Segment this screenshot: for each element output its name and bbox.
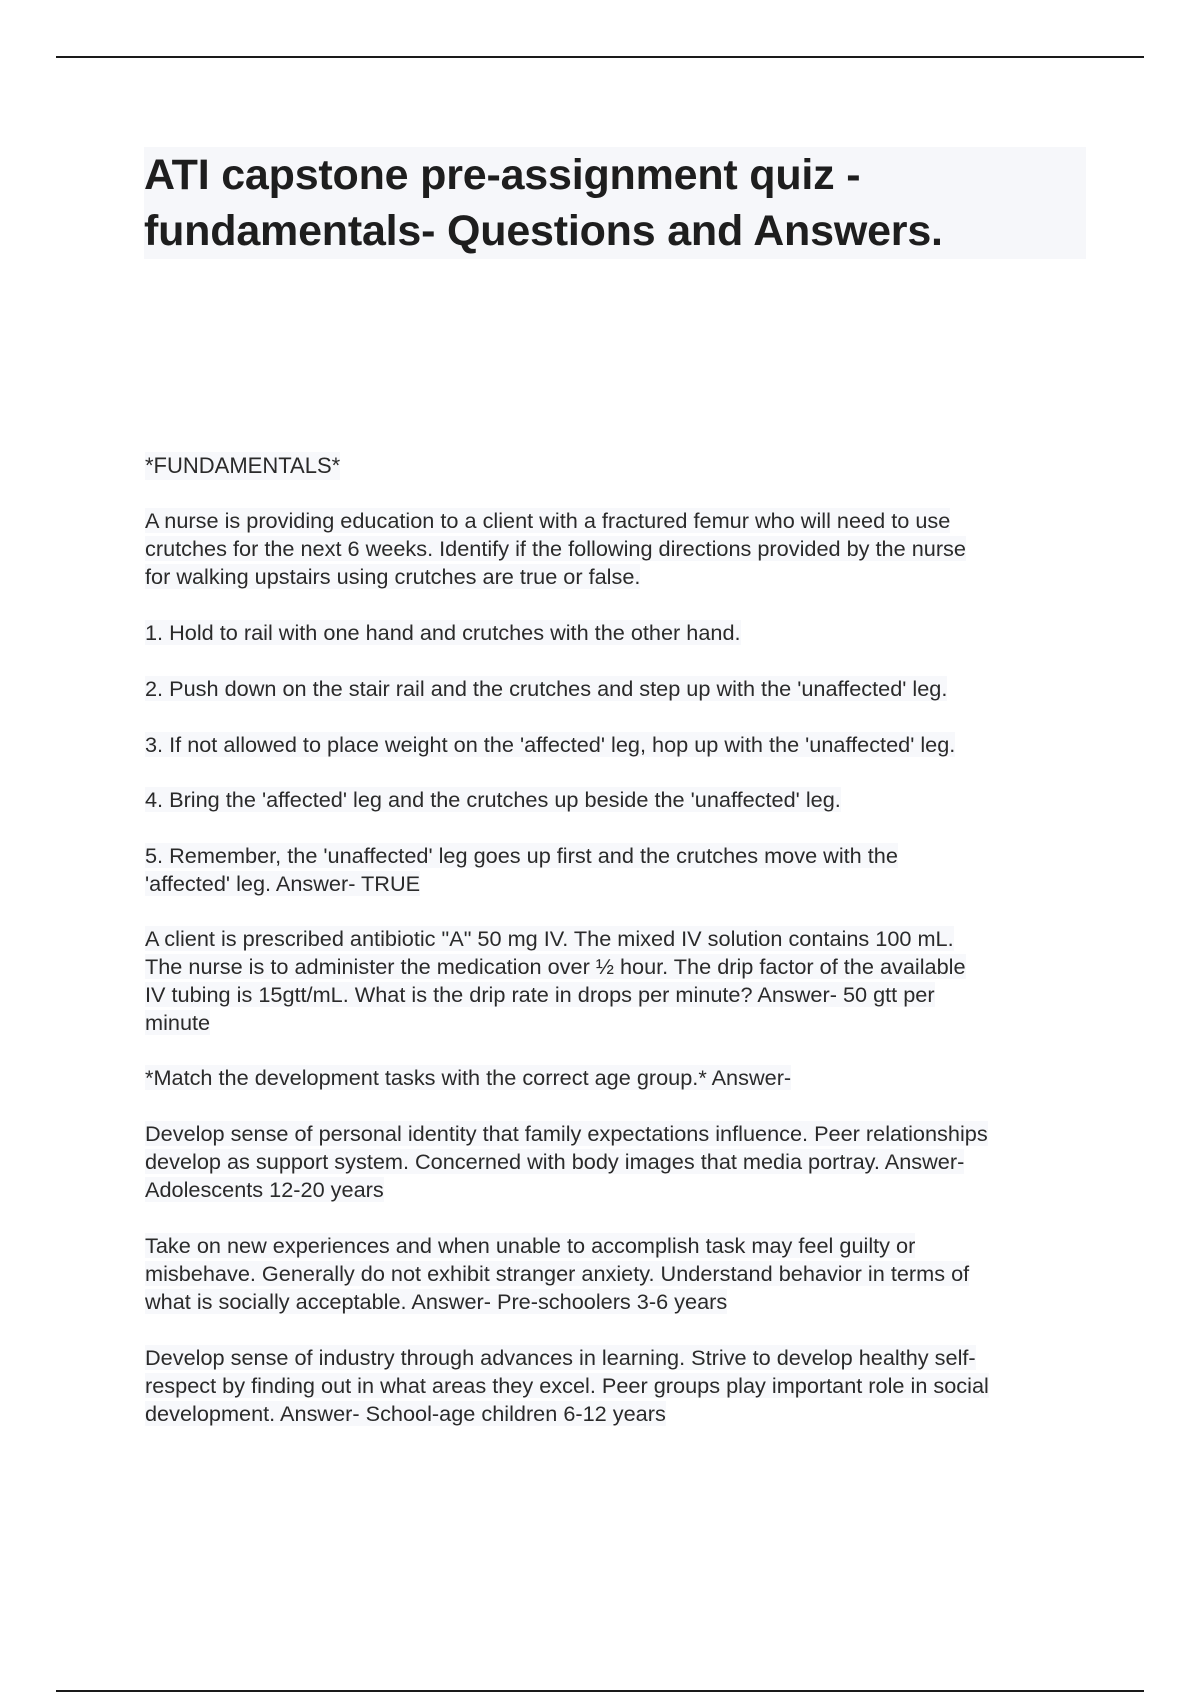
text-line: for walking upstairs using crutches are true or false. (145, 564, 641, 589)
title-line-1: ATI capstone pre-assignment quiz - (144, 151, 861, 199)
text-line: 1. Hold to rail with one hand and crutches with the other hand. (145, 620, 741, 645)
text-line: Take on new experiences and when unable to accomplish task may feel guilty or (145, 1233, 916, 1258)
text-line: 2. Push down on the stair rail and the crutches and step up with the 'unaffected' leg. (145, 676, 948, 701)
text-line: A nurse is providing education to a client with a fractured femur who will need to use (145, 508, 951, 533)
text-line: Adolescents 12-20 years (145, 1177, 384, 1202)
text-line: Develop sense of personal identity that family expectations influence. Peer relationships (145, 1121, 988, 1146)
text-line: crutches for the next 6 weeks. Identify if the following directions provided by the nurse (145, 536, 966, 561)
text-line: 5. Remember, the 'unaffected' leg goes up first and the crutches move with the (145, 843, 898, 868)
text-line: A client is prescribed antibiotic "A" 50 mg IV. The mixed IV solution contains 100 mL. (145, 926, 954, 951)
list-item-3 (145, 731, 1090, 759)
text-line: Develop sense of industry through advances in learning. Strive to develop healthy self- (145, 1345, 976, 1370)
list-item-5 (145, 842, 1090, 898)
question-match-development (145, 1064, 1090, 1092)
answer-school-age (145, 1344, 1090, 1428)
title-area (145, 147, 1085, 259)
list-item-1 (145, 619, 1090, 647)
question-crutches-prompt (145, 507, 1090, 591)
text-line: minute (145, 1010, 211, 1035)
text-line: development. Answer- School-age children 6-12 years (145, 1401, 666, 1426)
list-item-2 (145, 675, 1090, 703)
title-line-2: fundamentals- Questions and Answers. (144, 207, 943, 255)
text-line: develop as support system. Concerned with body images that media portray. Answer- (145, 1149, 965, 1174)
text-line: respect by finding out in what areas they excel. Peer groups play important role in social (145, 1373, 989, 1398)
answer-adolescents (145, 1120, 1090, 1204)
text-line: 'affected' leg. Answer- TRUE (145, 871, 421, 896)
list-item-4 (145, 786, 1090, 814)
bottom-rule (56, 1690, 1144, 1692)
text-line: misbehave. Generally do not exhibit stranger anxiety. Understand behavior in terms of (145, 1261, 970, 1286)
text-line: The nurse is to administer the medication over ½ hour. The drip factor of the available (145, 954, 966, 979)
question-iv-drip (145, 925, 1090, 1037)
top-rule (56, 56, 1144, 58)
text-line: IV tubing is 15gtt/mL. What is the drip rate in drops per minute? Answer- 50 gtt per (145, 982, 935, 1007)
text-line: what is socially acceptable. Answer- Pre-schoolers 3-6 years (145, 1289, 728, 1314)
text-line: 3. If not allowed to place weight on the 'affected' leg, hop up with the 'unaffected' leg. (145, 732, 956, 757)
text-line: 4. Bring the 'affected' leg and the crutches up beside the 'unaffected' leg. (145, 787, 841, 812)
document-title (144, 147, 1086, 259)
section-heading: *FUNDAMENTALS* (145, 453, 341, 478)
text-line: *Match the development tasks with the correct age group.* Answer- (145, 1065, 792, 1090)
answer-preschoolers (145, 1232, 1090, 1316)
